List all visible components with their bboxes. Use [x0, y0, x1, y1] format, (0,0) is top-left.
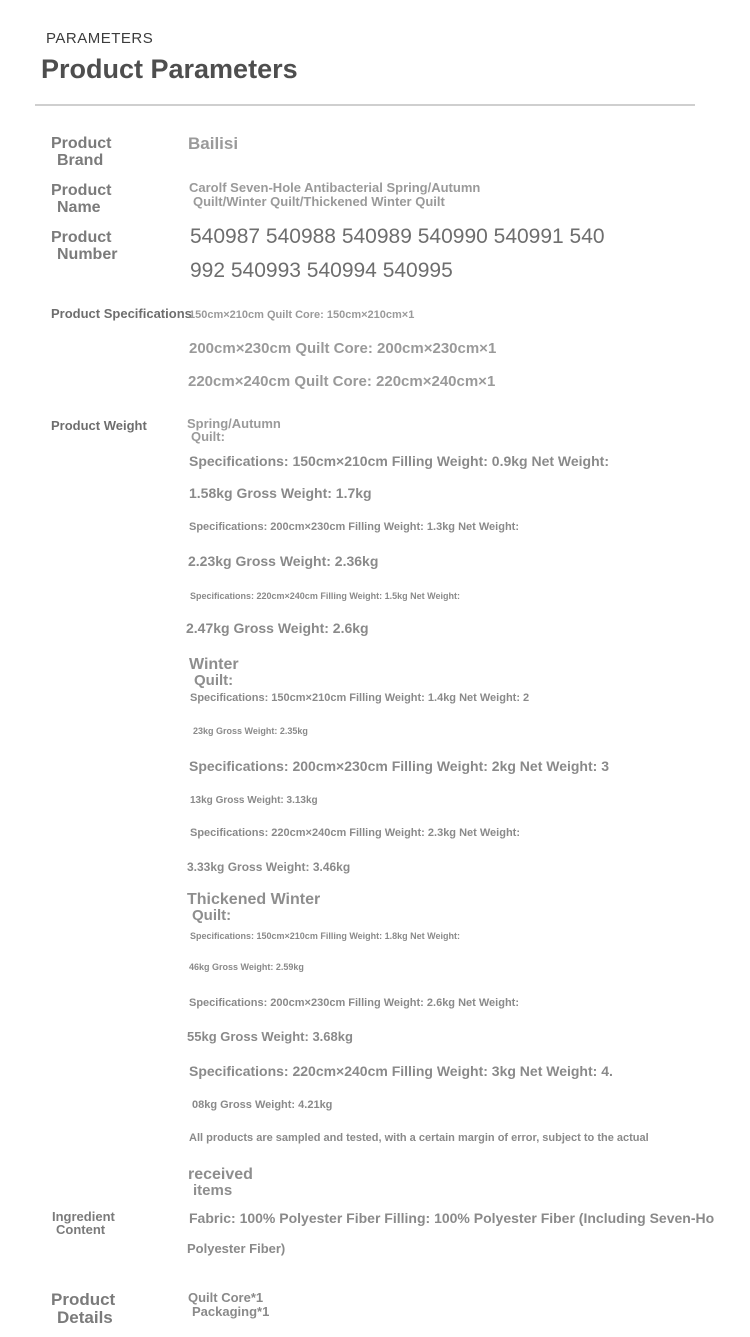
weight-line: Specifications: 200cm×230cm Filling Weight: 2kg Net Weight: 3 [189, 758, 609, 774]
measurement-note-end-line1: received [188, 1166, 253, 1183]
weight-line: Specifications: 200cm×230cm Filling Weight: 2.6kg Net Weight: [189, 997, 519, 1009]
weight-line: 2.23kg Gross Weight: 2.36kg [188, 553, 379, 569]
weight-line: 1.58kg Gross Weight: 1.7kg [189, 485, 372, 501]
section-english-heading: PARAMETERS [46, 30, 154, 47]
ingredient-value-line2: Polyester Fiber) [187, 1241, 286, 1256]
number-label: Product Number [51, 229, 118, 263]
title-divider [35, 104, 695, 106]
number-value-line2: 992 540993 540994 540995 [190, 259, 453, 282]
ingredient-label: Ingredient Content [52, 1209, 115, 1237]
weight-line: Specifications: 220cm×240cm Filling Weight: 3kg Net Weight: 4. [189, 1063, 613, 1079]
measurement-note: All products are sampled and tested, with a certain margin of error, subject to the actual [189, 1132, 649, 1144]
weight-line: 08kg Gross Weight: 4.21kg [192, 1099, 333, 1111]
winter-quilt-title-line1: Winter [189, 656, 239, 673]
weight-line: Specifications: 150cm×210cm Filling Weight: 0.9kg Net Weight: [189, 453, 609, 469]
ingredient-value-line1: Fabric: 100% Polyester Fiber Filling: 100% Polyester Fiber (Including Seven-Ho [189, 1210, 715, 1226]
spec-line: 200cm×230cm Quilt Core: 200cm×230cm×1 [189, 340, 497, 357]
number-value-line1: 540987 540988 540989 540990 540991 540 [190, 225, 605, 248]
weight-line: Specifications: 200cm×230cm Filling Weight: 1.3kg Net Weight: [189, 521, 519, 533]
weight-line: Specifications: 220cm×240cm Filling Weight: 2.3kg Net Weight: [190, 827, 520, 839]
weight-line: Specifications: 150cm×210cm Filling Weight: 1.4kg Net Weight: 2 [190, 692, 530, 704]
weight-line: 13kg Gross Weight: 3.13kg [190, 795, 318, 806]
details-value-line1: Quilt Core*1 [188, 1290, 264, 1305]
weight-line: 2.47kg Gross Weight: 2.6kg [186, 620, 369, 636]
weight-line: 46kg Gross Weight: 2.59kg [189, 962, 304, 972]
spring-quilt-title-line2: Quilt: [191, 429, 225, 444]
weight-label: Product Weight [51, 418, 147, 433]
name-label: Product Name [51, 182, 112, 216]
spec-line: 220cm×240cm Quilt Core: 220cm×240cm×1 [188, 373, 496, 390]
name-value-line1: Carolf Seven-Hole Antibacterial Spring/Autumn [189, 180, 481, 195]
weight-line: Specifications: 150cm×210cm Filling Weight: 1.8kg Net Weight: [190, 931, 460, 941]
thick-quilt-title-line2: Quilt: [192, 907, 232, 924]
thick-quilt-title-line1: Thickened Winter [187, 891, 321, 908]
brand-value: Bailisi [188, 134, 239, 153]
page-title: Product Parameters [41, 54, 298, 84]
winter-quilt-title-line2: Quilt: [194, 672, 234, 689]
brand-label: Product Brand [51, 135, 112, 169]
weight-line: 23kg Gross Weight: 2.35kg [193, 726, 308, 736]
weight-line: 3.33kg Gross Weight: 3.46kg [187, 860, 351, 874]
details-label: Product Details [51, 1290, 116, 1327]
weight-line: 55kg Gross Weight: 3.68kg [187, 1029, 353, 1044]
spring-quilt-title-line1: Spring/Autumn [187, 416, 281, 431]
details-value-line2: Packaging*1 [192, 1304, 270, 1319]
weight-line: Specifications: 220cm×240cm Filling Weight: 1.5kg Net Weight: [190, 591, 460, 601]
name-value-line2: Quilt/Winter Quilt/Thickened Winter Quilt [193, 194, 445, 209]
spec-label: Product Specifications [51, 306, 192, 321]
spec-line: 150cm×210cm Quilt Core: 150cm×210cm×1 [189, 309, 415, 321]
measurement-note-end-line2: items [193, 1182, 233, 1199]
